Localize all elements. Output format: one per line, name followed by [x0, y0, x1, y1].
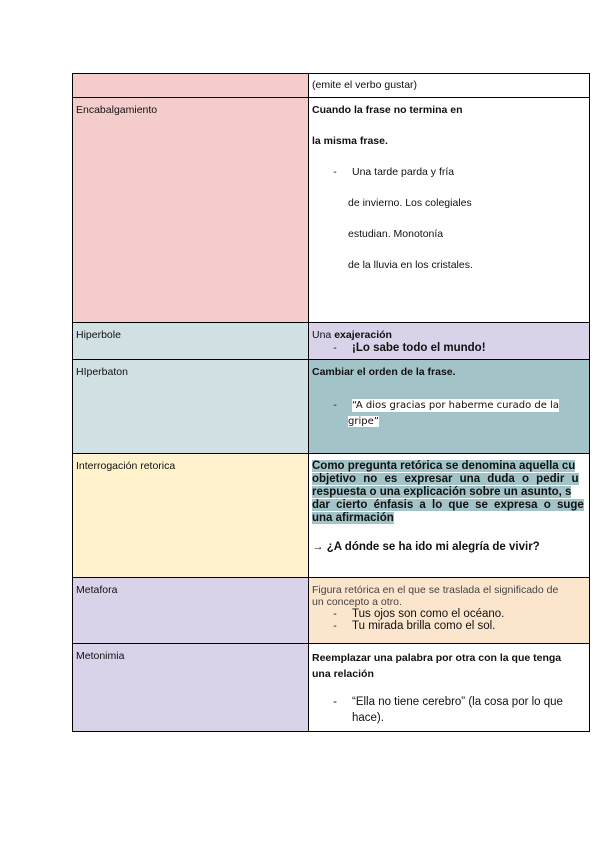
dash-marker: -	[333, 620, 337, 632]
definition-text: una afirmación	[312, 512, 394, 524]
definition-text: objetivo no es expresar una duda o pedir u	[312, 473, 579, 485]
dash-marker: -	[333, 166, 337, 178]
definition-text: dar cierto énfasis a lo que se expresa o suge	[312, 499, 584, 511]
term-label: HIperbaton	[76, 366, 128, 378]
list-item	[312, 608, 586, 620]
example-text: “Ella no tiene cerebro” (la cosa por lo que	[352, 696, 563, 708]
definition-cell	[309, 578, 590, 644]
table-row	[73, 644, 590, 732]
example-text: hace).	[352, 712, 384, 724]
term-cell	[73, 578, 309, 644]
table-row	[73, 323, 590, 360]
definition-text: Reemplazar una palabra por otra con la que tenga	[312, 652, 562, 664]
example-text: Tu mirada brilla como el sol.	[352, 620, 496, 632]
table-row	[73, 74, 590, 98]
dash-marker: -	[333, 696, 337, 708]
definition-cell	[309, 74, 590, 98]
table-row	[73, 98, 590, 323]
example-text: “A dios gracias por haberme curado de la	[352, 400, 559, 411]
dash-marker: -	[333, 608, 337, 620]
term-label: Interrogación retorica	[76, 460, 176, 472]
table-row	[73, 454, 590, 578]
definition-text: la misma frase.	[312, 135, 388, 147]
definition-line	[312, 473, 586, 486]
definition-line	[312, 512, 586, 525]
table-row	[73, 578, 590, 644]
example-text: de la lluvia en los cristales.	[348, 259, 473, 271]
dash-marker: -	[333, 400, 337, 411]
term-cell	[73, 360, 309, 454]
definition-text: Figura retórica en el que se traslada el significado de	[312, 584, 559, 596]
definition-cell	[309, 454, 590, 578]
definition-line	[312, 460, 586, 473]
definition-text: Como pregunta retórica se denomina aquella cu	[312, 460, 576, 472]
list-item	[312, 694, 586, 710]
table-row	[73, 360, 590, 454]
definition-text: respuesta o una explicación sobre un asunto, s	[312, 486, 572, 498]
term-label: Metonimia	[76, 650, 125, 662]
definition-text: Cambiar el orden de la frase.	[312, 366, 456, 378]
term-cell	[73, 74, 309, 98]
definition-cell	[309, 360, 590, 454]
term-cell	[73, 454, 309, 578]
example-text: estudian. Monotonía	[348, 228, 444, 240]
example-continuation	[312, 415, 586, 428]
list-item	[312, 399, 586, 412]
example-text: Tus ojos son como el océano.	[352, 608, 505, 620]
list-item	[312, 620, 586, 632]
term-cell	[73, 644, 309, 732]
definition-cell	[309, 98, 590, 323]
definition-cell	[309, 323, 590, 360]
definition-text: (emite el verbo gustar)	[312, 79, 418, 91]
example-text: Una tarde parda y fría	[352, 166, 455, 178]
example-text: de invierno. Los colegiales	[348, 197, 472, 209]
term-cell	[73, 323, 309, 360]
definition-text: Cuando la frase no termina en	[312, 104, 463, 116]
list-item	[312, 342, 586, 355]
term-label: Metafora	[76, 584, 118, 596]
list-item	[312, 166, 586, 179]
dash-marker: -	[333, 342, 337, 354]
definition-prefix: Una	[312, 329, 335, 341]
example-text: → ¿A dónde se ha ido mi alegría de vivir?	[312, 541, 540, 553]
term-label: Encabalgamiento	[76, 104, 158, 116]
definition-cell	[309, 644, 590, 732]
definition-line	[312, 499, 586, 512]
term-label: Hiperbole	[76, 329, 121, 341]
example-text: ¡Lo sabe todo el mundo!	[352, 342, 486, 354]
figures-table	[72, 73, 590, 732]
definition-text: un concepto a otro.	[312, 596, 402, 608]
definition-keyword: exajeración	[334, 329, 392, 341]
definition-line	[312, 486, 586, 499]
definition-text: una relación	[312, 668, 374, 680]
definition-text	[312, 329, 586, 342]
example-text: gripe”	[348, 416, 379, 427]
term-cell	[73, 98, 309, 323]
